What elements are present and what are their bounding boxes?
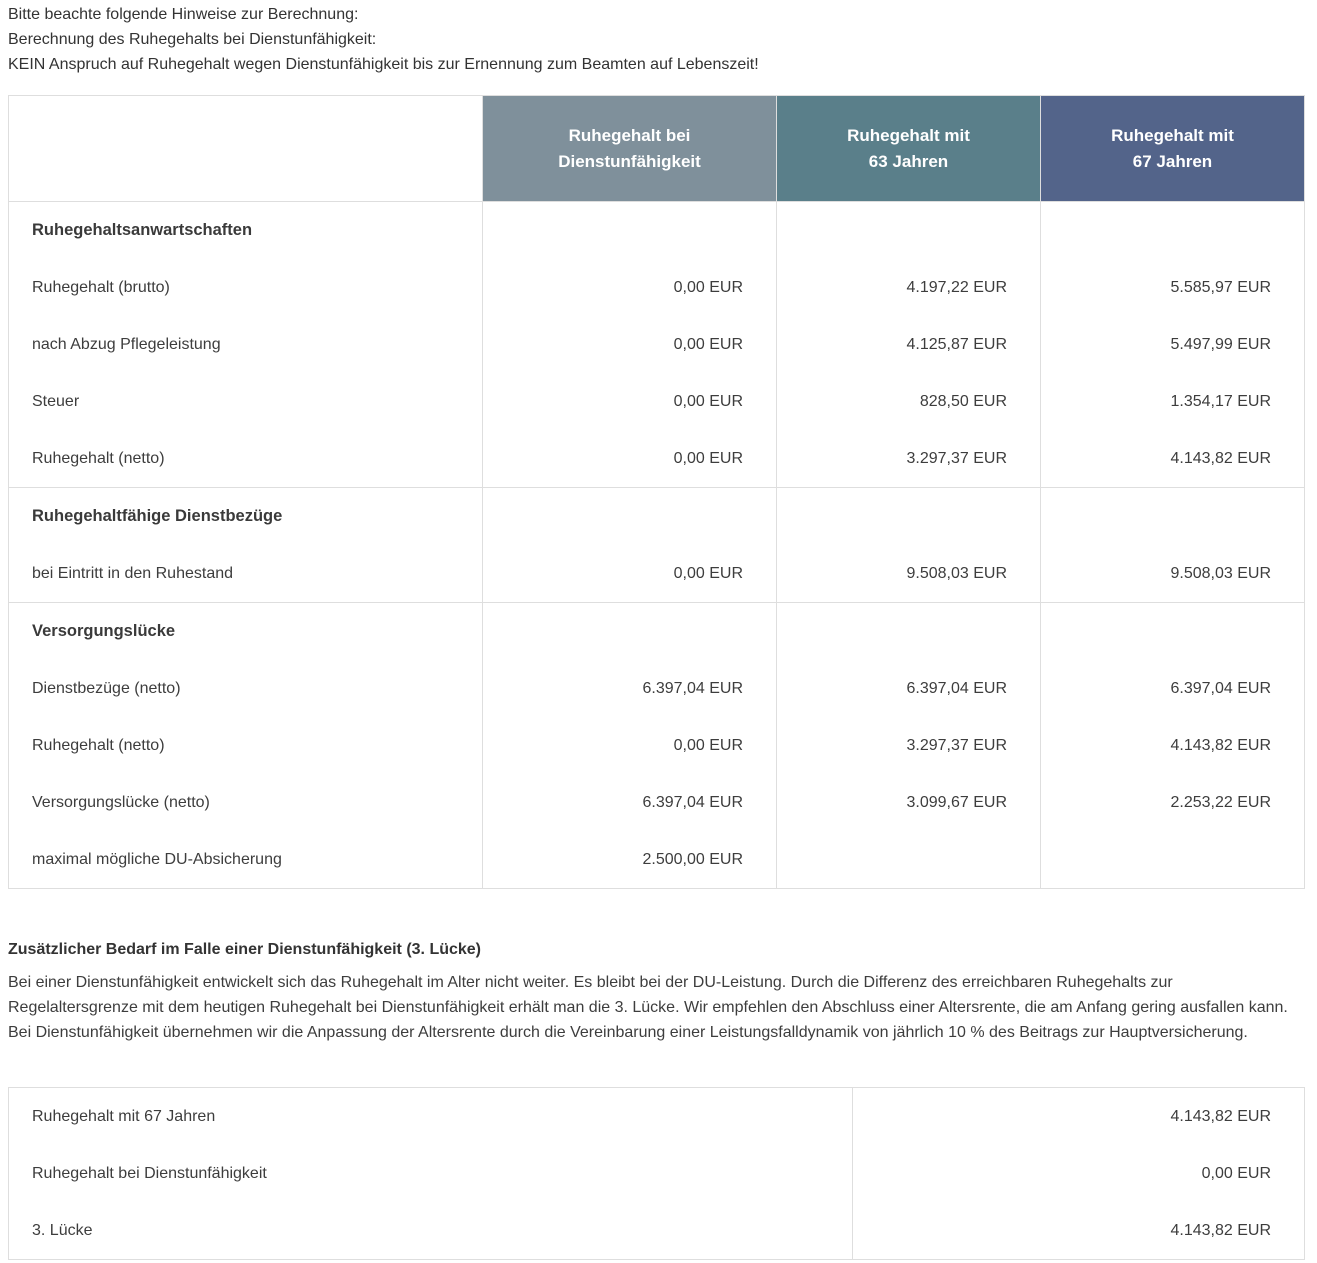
group-title: Ruhegehaltfähige Dienstbezüge [9,488,483,546]
row-label: Ruhegehalt mit 67 Jahren [9,1088,853,1146]
empty-cell [777,488,1041,546]
empty-cell [1041,603,1305,661]
row-label: bei Eintritt in den Ruhestand [9,545,483,603]
table-row [9,1088,1305,1146]
header-63-line2: 63 Jahren [868,151,949,171]
pension-table-header [9,96,1305,202]
value-du: 6.397,04 EUR [483,774,777,831]
empty-cell [483,202,777,260]
header-age-63 [777,96,1041,202]
gap-table [8,1087,1305,1260]
header-67-line1: Ruhegehalt mit [1111,125,1234,145]
row-label: nach Abzug Pflegeleistung [9,316,483,373]
value-du: 6.397,04 EUR [483,660,777,717]
value-63 [777,831,1041,889]
value-du: 2.500,00 EUR [483,831,777,889]
row-label: Ruhegehalt (brutto) [9,259,483,316]
table-row [9,545,1305,603]
value-67: 6.397,04 EUR [1041,660,1305,717]
header-empty-cell [9,96,483,202]
header-age-67 [1041,96,1305,202]
row-value: 0,00 EUR [853,1145,1305,1202]
empty-cell [483,488,777,546]
header-du-line1: Ruhegehalt bei [568,125,691,145]
note-line: Berechnung des Ruhegehalts bei Dienstunfähigkeit: [8,31,377,48]
value-67: 4.143,82 EUR [1041,717,1305,774]
value-63: 3.297,37 EUR [777,430,1041,488]
table-row [9,316,1305,373]
table-row [9,717,1305,774]
value-67: 4.143,82 EUR [1041,430,1305,488]
empty-cell [1041,202,1305,260]
table-row [9,831,1305,889]
value-du: 0,00 EUR [483,430,777,488]
row-label: Versorgungslücke (netto) [9,774,483,831]
value-63: 4.197,22 EUR [777,259,1041,316]
header-67-line2: 67 Jahren [1132,151,1213,171]
value-67: 5.497,99 EUR [1041,316,1305,373]
row-label: Ruhegehalt (netto) [9,430,483,488]
value-du: 0,00 EUR [483,545,777,603]
section-title: Zusätzlicher Bedarf im Falle einer Dienstunfähigkeit (3. Lücke) [8,941,482,958]
table-row [9,774,1305,831]
group-row-dienstbezuege [9,488,1305,546]
value-67: 9.508,03 EUR [1041,545,1305,603]
group-title: Versorgungslücke [9,603,483,661]
pension-table [8,95,1305,889]
value-du: 0,00 EUR [483,717,777,774]
value-du: 0,00 EUR [483,373,777,430]
value-63: 3.297,37 EUR [777,717,1041,774]
value-63: 828,50 EUR [777,373,1041,430]
row-label: Dienstbezüge (netto) [9,660,483,717]
table-row [9,660,1305,717]
value-du: 0,00 EUR [483,259,777,316]
value-67: 2.253,22 EUR [1041,774,1305,831]
row-value: 4.143,82 EUR [853,1202,1305,1260]
row-label: Ruhegehalt (netto) [9,717,483,774]
row-label: 3. Lücke [9,1202,853,1260]
table-row [9,373,1305,430]
header-du-line2: Dienstunfähigkeit [558,151,701,171]
table-row [9,1202,1305,1260]
value-63: 6.397,04 EUR [777,660,1041,717]
value-67: 1.354,17 EUR [1041,373,1305,430]
section-text: Bei einer Dienstunfähigkeit entwickelt sich das Ruhegehalt im Alter nicht weiter. Es bleibt bei der DU-Leistung. Durch die Differenz des erreichbaren Ruhegehalts zur Regelaltersgrenze mit dem heutigen Ruhegehalt bei Dienstunfähigkeit erhält man die 3. Lücke. Wir empfehlen den Abschluss einer Altersrente, die am Anfang gering ausfallen kann. Bei Dienstunfähigkeit übernehmen wir die Anpassung der Altersrente durch die Vereinbarung einer Leistungsfalldynamik von jährlich 10 % des Beitrags zur Hauptversicherung. [8,974,1288,1041]
row-label: maximal mögliche DU-Absicherung [9,831,483,889]
group-row-versorgungsluecke [9,603,1305,661]
value-63: 3.099,67 EUR [777,774,1041,831]
row-value: 4.143,82 EUR [853,1088,1305,1146]
value-63: 4.125,87 EUR [777,316,1041,373]
note-line: KEIN Anspruch auf Ruhegehalt wegen Dienstunfähigkeit bis zur Ernennung zum Beamten auf Lebenszeit! [8,56,759,73]
value-63: 9.508,03 EUR [777,545,1041,603]
empty-cell [777,603,1041,661]
row-label: Steuer [9,373,483,430]
empty-cell [1041,488,1305,546]
row-label: Ruhegehalt bei Dienstunfähigkeit [9,1145,853,1202]
empty-cell [483,603,777,661]
table-row [9,430,1305,488]
table-row [9,1145,1305,1202]
value-67 [1041,831,1305,889]
value-67: 5.585,97 EUR [1041,259,1305,316]
note-line: Bitte beachte folgende Hinweise zur Berechnung: [8,6,359,23]
table-row [9,259,1305,316]
value-du: 0,00 EUR [483,316,777,373]
header-du [483,96,777,202]
calculation-notes [8,4,759,79]
header-63-line1: Ruhegehalt mit [847,125,970,145]
empty-cell [777,202,1041,260]
group-row-anwartschaften [9,202,1305,260]
group-title: Ruhegehaltsanwartschaften [9,202,483,260]
